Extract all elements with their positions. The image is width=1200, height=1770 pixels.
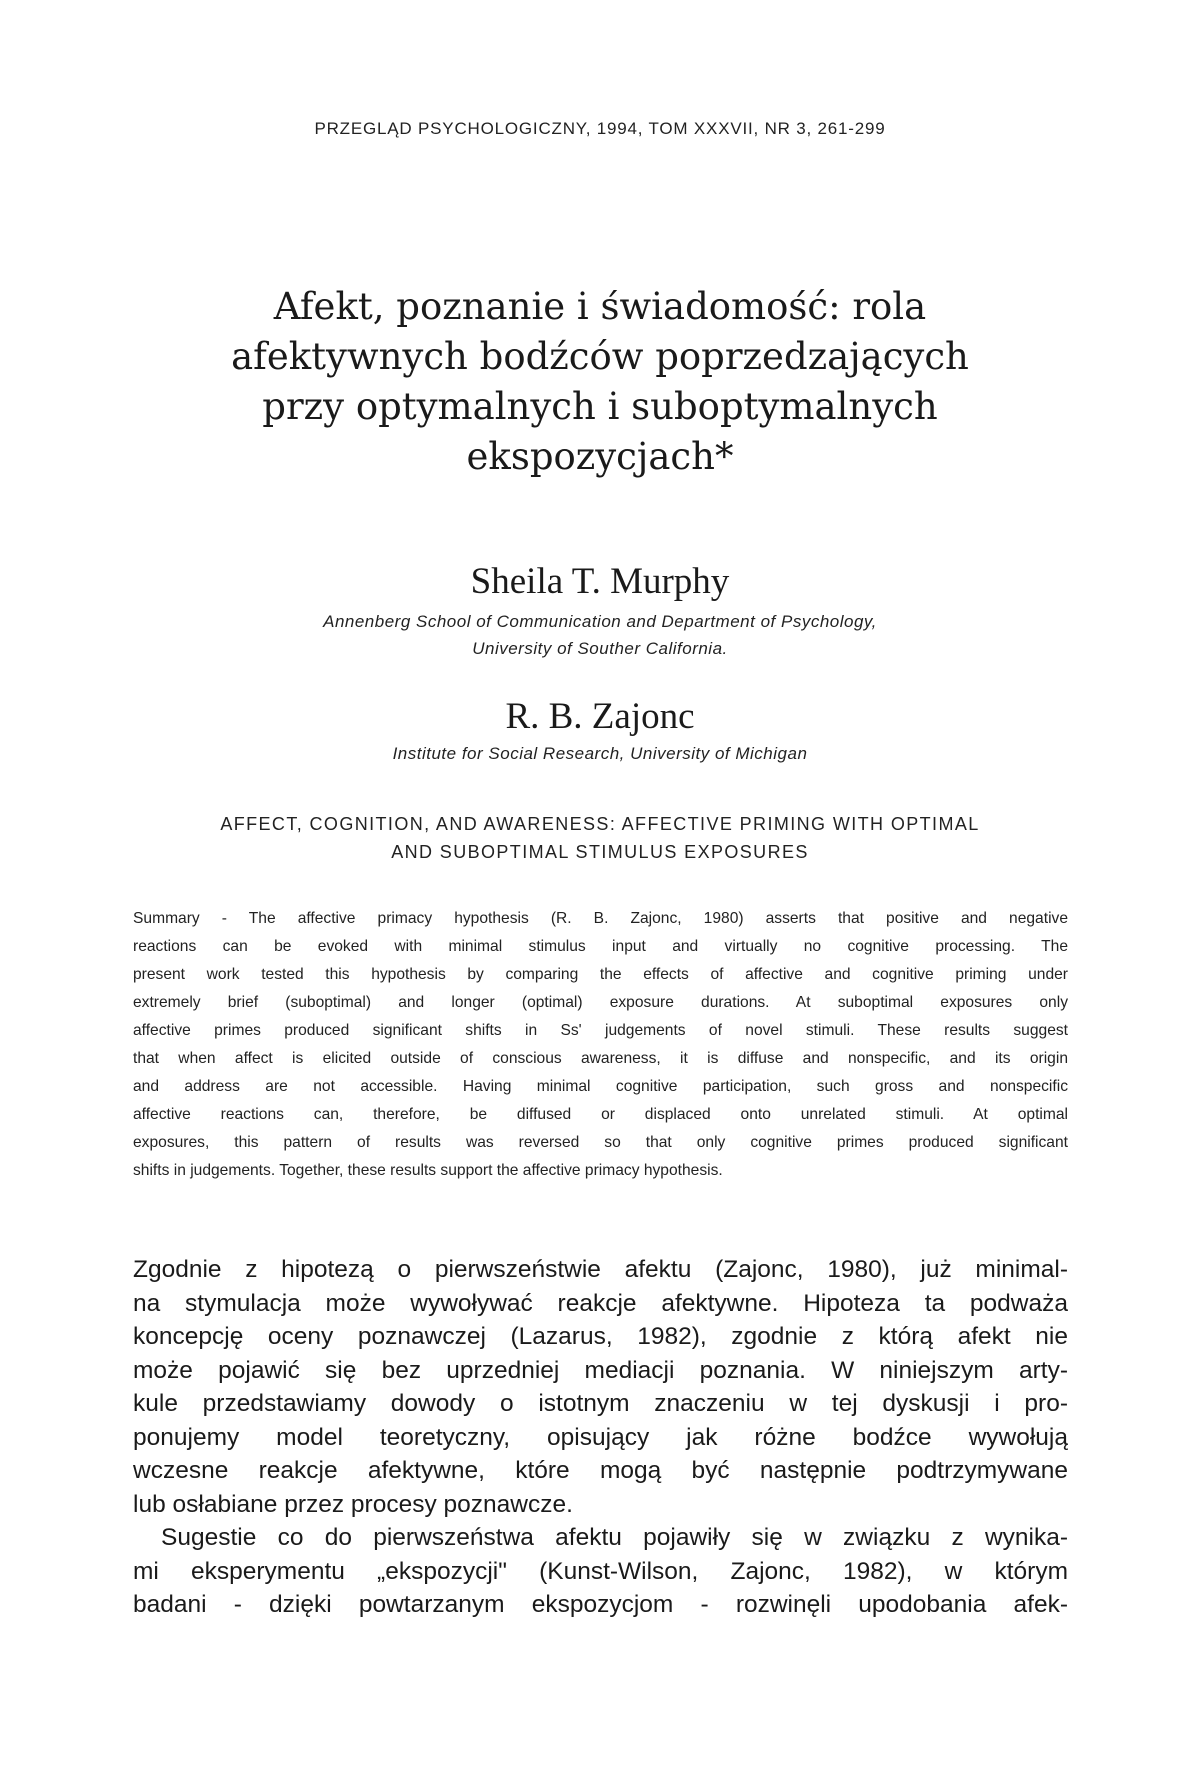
body-line: wczesne reakcje afektywne, które mogą być następnie podtrzymywane <box>133 1457 1068 1484</box>
affiliation-line: Annenberg School of Communication and Department of Psychology, <box>323 612 877 631</box>
body-line: Sugestie co do pierwszeństwa afektu pojawiły się w związku z wynika- <box>161 1524 1068 1551</box>
body-line: badani - dzięki powtarzanym ekspozycjom - rozwinęli upodobania afek- <box>133 1591 1068 1618</box>
summary-line: extremely brief (suboptimal) and longer (optimal) exposure durations. At suboptimal exposures only <box>133 994 1068 1011</box>
body-line: mi eksperymentu „ekspozycji" (Kunst-Wilson, Zajonc, 1982), w którym <box>133 1557 1068 1585</box>
summary-abstract <box>133 905 1068 1185</box>
body-line: Zgodnie z hipotezą o pierwszeństwie afektu (Zajonc, 1980), już minimal- <box>133 1256 1068 1283</box>
summary-line: shifts in judgements. Together, these results support the affective primacy hypothesis. <box>133 1162 723 1179</box>
affiliation-line: University of Souther California. <box>472 639 728 658</box>
summary-line: affective reactions can, therefore, be diffused or displaced onto unrelated stimuli. At optimal <box>133 1106 1068 1123</box>
summary-line: exposures, this pattern of results was reversed so that only cognitive primes produced significant <box>133 1134 1068 1151</box>
body-text <box>133 1253 1068 1622</box>
summary-line: that when affect is elicited outside of conscious awareness, it is diffuse and nonspecific, and its origin <box>133 1050 1068 1067</box>
title-line: przy optymalnych i suboptymalnych <box>262 385 938 428</box>
title-line: Afekt, poznanie i świadomość: rola <box>273 285 927 328</box>
author-affiliation-murphy <box>0 608 1200 662</box>
summary-line: reactions can be evoked with minimal stimulus input and virtually no cognitive processing. The <box>133 938 1068 955</box>
journal-header: PRZEGLĄD PSYCHOLOGICZNY, 1994, TOM XXXVII, NR 3, 261-299 <box>314 119 886 138</box>
english-title-line: AND SUBOPTIMAL STIMULUS EXPOSURES <box>391 842 809 862</box>
author-name-murphy: Sheila T. Murphy <box>470 561 730 602</box>
summary-line: affective primes produced significant shifts in Ss' judgements of novel stimuli. These results suggest <box>133 1022 1068 1039</box>
title-line: ekspozycjach* <box>466 435 734 478</box>
body-line: kule przedstawiamy dowody o istotnym znaczeniu w tej dyskusji i pro- <box>133 1390 1068 1417</box>
article-title <box>150 282 1050 482</box>
english-title-line: AFFECT, COGNITION, AND AWARENESS: AFFECTIVE PRIMING WITH OPTIMAL <box>220 814 980 834</box>
english-title <box>0 810 1200 866</box>
summary-line: and address are not accessible. Having minimal cognitive participation, such gross and nonspecific <box>133 1078 1068 1095</box>
summary-line: Summary - The affective primacy hypothesis (R. B. Zajonc, 1980) asserts that positive and negative <box>133 910 1068 927</box>
body-line: na stymulacja może wywoływać reakcje afektywne. Hipoteza ta podważa <box>133 1289 1068 1317</box>
body-line: koncepcję oceny poznawczej (Lazarus, 1982), zgodnie z którą afekt nie <box>133 1323 1068 1350</box>
body-line: ponujemy model teoretyczny, opisujący jak różne bodźce wywołują <box>133 1423 1068 1451</box>
body-line: lub osłabiane przez procesy poznawcze. <box>133 1490 573 1518</box>
body-line: może pojawić się bez uprzedniej mediacji poznania. W niniejszym arty- <box>133 1356 1068 1384</box>
title-line: afektywnych bodźców poprzedzających <box>231 335 969 378</box>
summary-line: present work tested this hypothesis by comparing the effects of affective and cognitive priming under <box>133 966 1068 983</box>
author-name-zajonc: R. B. Zajonc <box>505 696 695 737</box>
affiliation-line: Institute for Social Research, University of Michigan <box>392 744 808 763</box>
author-affiliation-zajonc <box>0 740 1200 767</box>
